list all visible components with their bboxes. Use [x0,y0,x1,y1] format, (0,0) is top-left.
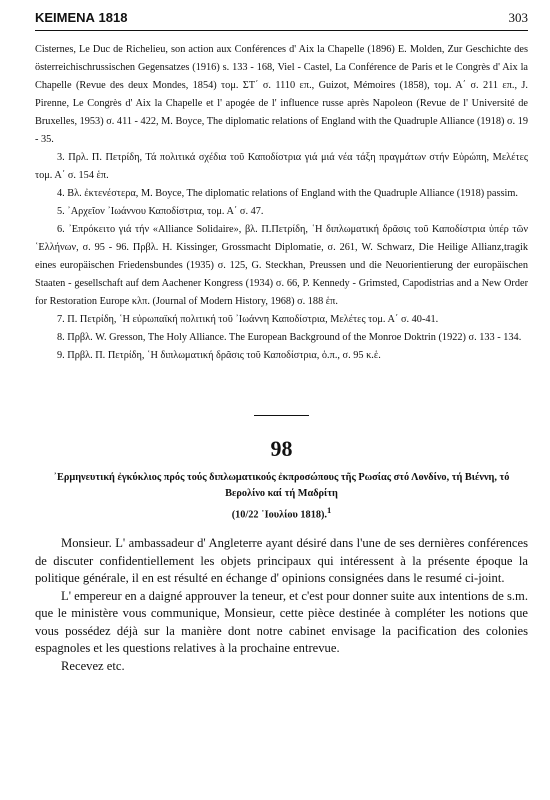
document-title [35,470,528,523]
header-rule [35,30,528,31]
document-date: (10/22 ᾿Ιουλίου 1818). [231,509,327,521]
section-separator [254,415,309,416]
body-paragraph-1: Monsieur. L' ambassadeur d' Angleterre ayant désiré dans l'une de ses dernières conférences de discuter confidentiellement les objets principaux qui intéressent à la présente époque la politique générale, il en est résulté en échange d' opinions consignées dans le resumé ci-joint. [35,536,528,586]
note-9: 9. Πρβλ. Π. Πετρίδη, ῾Η διπλωματική δρᾶσις τοῦ Καποδίστρια, ὁ.π., σ. 95 κ.ἑ. [57,350,381,361]
note-4: 4. Βλ. ἐκτενέστερα, M. Boyce, The diplomatic relations of England with the Quadruple Alliance (1918) passim. [57,188,518,199]
footnote-marker: 1 [327,505,332,515]
note-5: 5. ᾿Αρχεῖον ᾿Ιωάννου Καποδίστρια, τομ. Α΄ σ. 47. [57,206,264,217]
document-date-line [43,502,520,523]
body-closing: Recevez etc. [61,658,125,673]
note-7: 7. Π. Πετρίδη, ῾Η εὐρωπαϊκή πολιτική τοῦ ᾿Ιωάννη Καποδίστρια, Μελέτες τομ. Α΄ σ. 40-41. [57,314,439,325]
body-paragraph-2: L' empereur en a daigné approuver la teneur, et c'est pour donner suite aux intentions de s.m. que le ministère vous communique, Monsieur, cette pièce destinée à compléter les notions que vous possédez déjà sur la manière dont notre cabinet envisage la pacification des colonies espagnoles et les questions relatives à la prochaine entrevue. [35,588,528,656]
page-number: 303 [508,10,528,25]
document-number: 98 [270,436,293,461]
note-8: 8. Πρβλ. W. Gresson, The Holy Alliance. The European Background of the Monroe Doktrin (1922) σ. 133 - 134. [57,332,522,343]
document-body [35,535,528,675]
running-header [35,10,528,26]
footnotes [35,41,528,365]
note-continuation: Cisternes, Le Duc de Richelieu, son action aux Conférences d' Aix la Chapelle (1896) E. Molden, Zur Geschichte des österreichischrussischen Gegensatzes (1916) s. 133 - 168, Viel - Castel, La Conférence de Paris et le Congrès d' Aix la Chapelle (Revue des deux Mondes, 1854) τομ. ΣΤ΄ σ. 1110 επ., Guizot, Mémoires (1858), τομ. Α΄ σ. 211 επ., J. Pirenne, Le Congrès d' Aix la Chapelle et l' apogée de l' influence russe après Napoleon (Revue de l' Université de Bruxelles, 1953) σ. 411 - 422, M. Boyce, The diplomatic relations of England with the Quadruple Alliance (1918) σ. 19 - 35. [35,44,528,145]
note-3: 3. Πρλ. Π. Πετρίδη, Τά πολιτικά σχέδια τοῦ Καποδίστρια γιά μιά νέα τάξη πραγμάτων στήν Εὐρώπη, Μελέτες τομ. Α΄ σ. 154 ἑπ. [35,152,528,181]
document-title-line: ᾿Ερμηνευτική ἐγκύκλιος πρός τούς διπλωματικούς ἐκπροσώπους τῆς Ρωσίας στό Λονδίνο, τή Βιέννη, τό Βερολίνο καί τή Μαδρίτη [53,472,510,499]
note-6: 6. ᾿Επρόκειτο γιά τήν «Alliance Solidaire», βλ. Π.Πετρίδη, ῾Η διπλωματική δρᾶσις τοῦ Καποδίστρια ὑπέρ τῶν ῾Ελλήνων, σ. 95 - 96. Πρβλ. H. Kissinger, Grossmacht Diplomatie, σ. 261, W. Schwarz, Die Heilige Allianz,tragik eines europäischen Friedensbundes (1935) σ. 125, G. Steckhan, Preussen und die Neuorientierung der europäischen Staaten - gesellschaft auf dem Aachener Kongress (1934) σ. 66, P. Kennedy - Grimsted, Capodistrias and a New Order for Restoration Europe κλπ. (Journal of Modern History, 1968) σ. 188 ἑπ. [35,224,528,307]
header-title: ΚΕΙΜΕΝΑ 1818 [35,10,128,25]
